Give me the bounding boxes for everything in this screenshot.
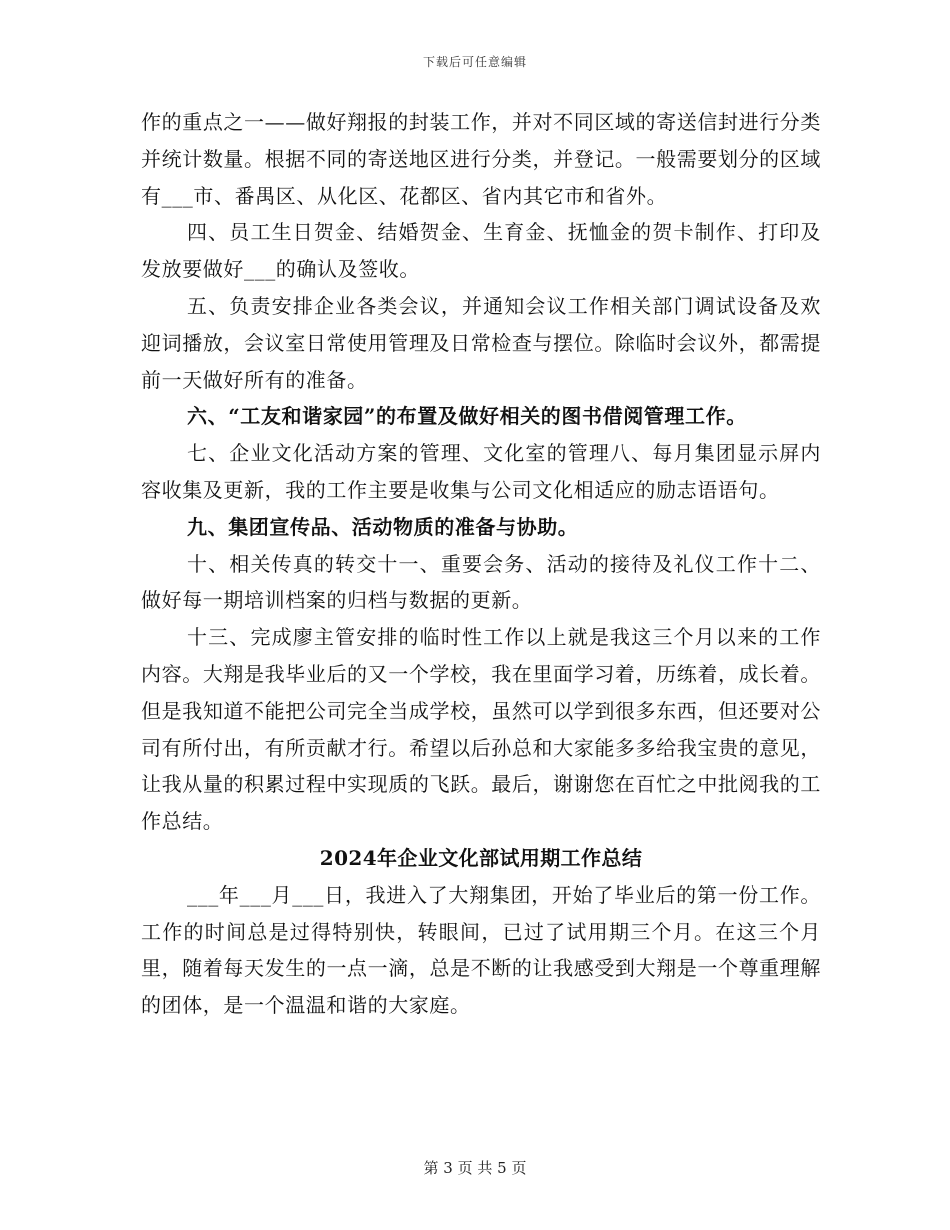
paragraph-item-7-8: 七、企业文化活动方案的管理、文化室的管理八、每月集团显示屏内容收集及更新，我的工作主要是收集与公司文化相适应的励志语语句。 [141, 441, 821, 502]
section-title: 2024年企业文化部试用期工作总结 [319, 845, 643, 870]
paragraph-item-13: 十三、完成廖主管安排的临时性工作以上就是我这三个月以来的工作内容。大翔是我毕业后的又一个学校，我在里面学习着，历练着，成长着。但是我知道不能把公司完全当成学校，虽然可以学到很多东西，但还要对公司有所付出，有所贡献才行。希望以后孙总和大家能多多给我宝贵的意见，让我从量的积累过程中实现质的飞跃。最后，谢谢您在百忙之中批阅我的工作总结。 [141, 625, 821, 834]
paragraph-item-10-12: 十、相关传真的转交十一、重要会务、活动的接待及礼仪工作十二、做好每一期培训档案的归档与数据的更新。 [141, 551, 821, 613]
header-note: 下载后可任意编辑 [422, 55, 527, 69]
paragraph-item-4: 四、员工生日贺金、结婚贺金、生育金、抚恤金的贺卡制作、打印及发放要做好___的确认及签收。 [141, 220, 821, 282]
document-body [141, 104, 821, 1024]
paragraph-item-5: 五、负责安排企业各类会议，并通知会议工作相关部门调试设备及欢迎词播放，会议室日常使用管理及日常检查与摆位。除临时会议外，都需提前一天做好所有的准备。 [141, 293, 821, 392]
section-paragraph: ___年___月___日，我进入了大翔集团，开始了毕业后的第一份工作。工作的时间总是过得特别快，转眼间，已过了试用期三个月。在这三个月里，随着每天发生的一点一滴，总是不断的让我感受到大翔是一个尊重理解的团体，是一个温温和谐的大家庭。 [141, 882, 821, 1018]
paragraph-item-6: 六、“工友和谐家园”的布置及做好相关的图书借阅管理工作。 [187, 404, 747, 429]
paragraph-item-9: 九、集团宣传品、活动物质的准备与协助。 [187, 514, 579, 539]
paragraph-continued: 作的重点之一——做好翔报的封装工作，并对不同区域的寄送信封进行分类并统计数量。根据不同的寄送地区进行分类，并登记。一般需要划分的区域有___市、番禺区、从化区、花都区、省内其它市和省外。 [141, 110, 821, 208]
page-footer: 第 3 页 共 5 页 [423, 1159, 527, 1177]
